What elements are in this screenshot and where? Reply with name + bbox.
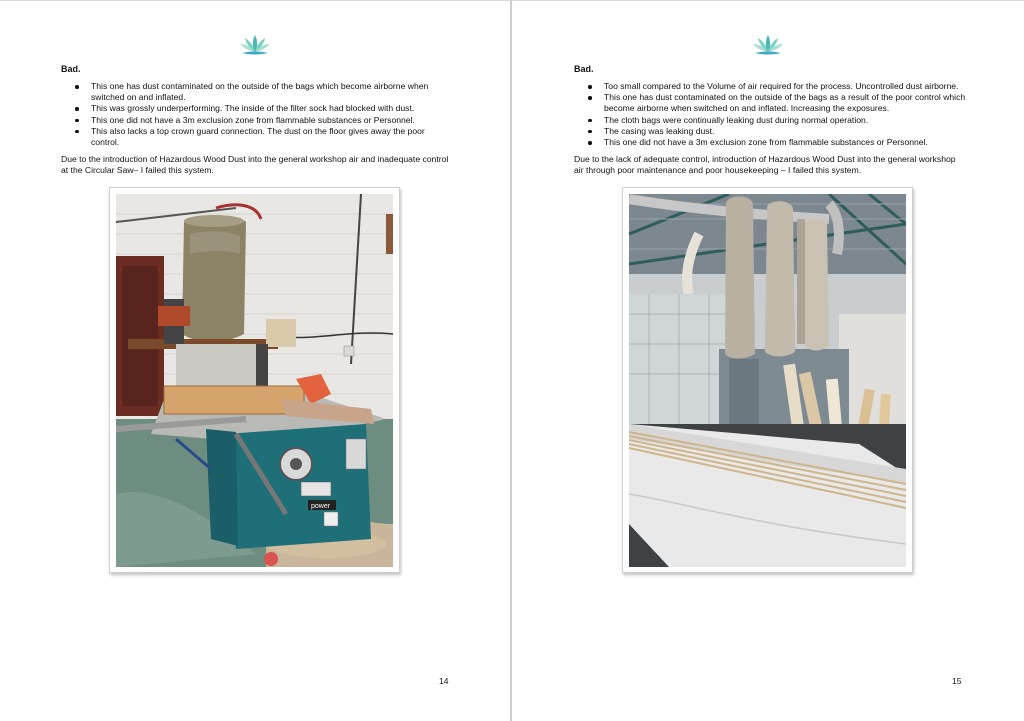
list-item: This also lacks a top crown guard connection. The dust on the floor gives away the poor control. (61, 126, 441, 148)
list-item: This was grossly underperforming. The inside of the filter sock had blocked with dust. (61, 103, 441, 114)
bullet-list (574, 81, 969, 148)
bullet-list (61, 81, 441, 148)
saw-workshop-photo (116, 194, 393, 567)
dust-extractor-photo (629, 194, 906, 567)
section-heading: Bad. (574, 64, 594, 74)
photo-circular-saw (109, 187, 400, 573)
document-page-15 (513, 1, 1023, 721)
list-item: Too small compared to the Volume of air required for the process. Uncontrolled dust airborne. (574, 81, 969, 92)
list-item: The cloth bags were continually leaking dust during normal operation. (574, 115, 969, 126)
page-number: 14 (439, 676, 449, 686)
list-item: This one has dust contaminated on the outside of the bags which become airborne when switched on and inflated. (61, 81, 441, 103)
conclusion-paragraph: Due to the introduction of Hazardous Wood Dust into the general workshop air and inadequate control at the Circular Saw– I failed this system. (61, 154, 449, 176)
page-number: 15 (952, 676, 962, 686)
list-item: This one has dust contaminated on the outside of the bags as a result of the poor control which become airborne when switched on and inflated. Increasing the exposures. (574, 92, 969, 114)
list-item: This one did not have a 3m exclusion zone from flammable substances or Personnel. (574, 137, 969, 148)
conclusion-paragraph: Due to the lack of adequate control, introduction of Hazardous Wood Dust into the general workshop air through poor maintenance and poor housekeeping – I failed this system. (574, 154, 956, 176)
list-item: This one did not have a 3m exclusion zone from flammable substances or Personnel. (61, 115, 441, 126)
saw-brand-label: power (311, 503, 331, 510)
document-page-14 (0, 1, 510, 721)
list-item: The casing was leaking dust. (574, 126, 969, 137)
photo-dust-extractor (622, 187, 913, 573)
section-heading: Bad. (61, 64, 81, 74)
page-divider (510, 0, 512, 721)
lotus-logo-icon (238, 33, 272, 57)
lotus-logo-icon (751, 33, 785, 57)
